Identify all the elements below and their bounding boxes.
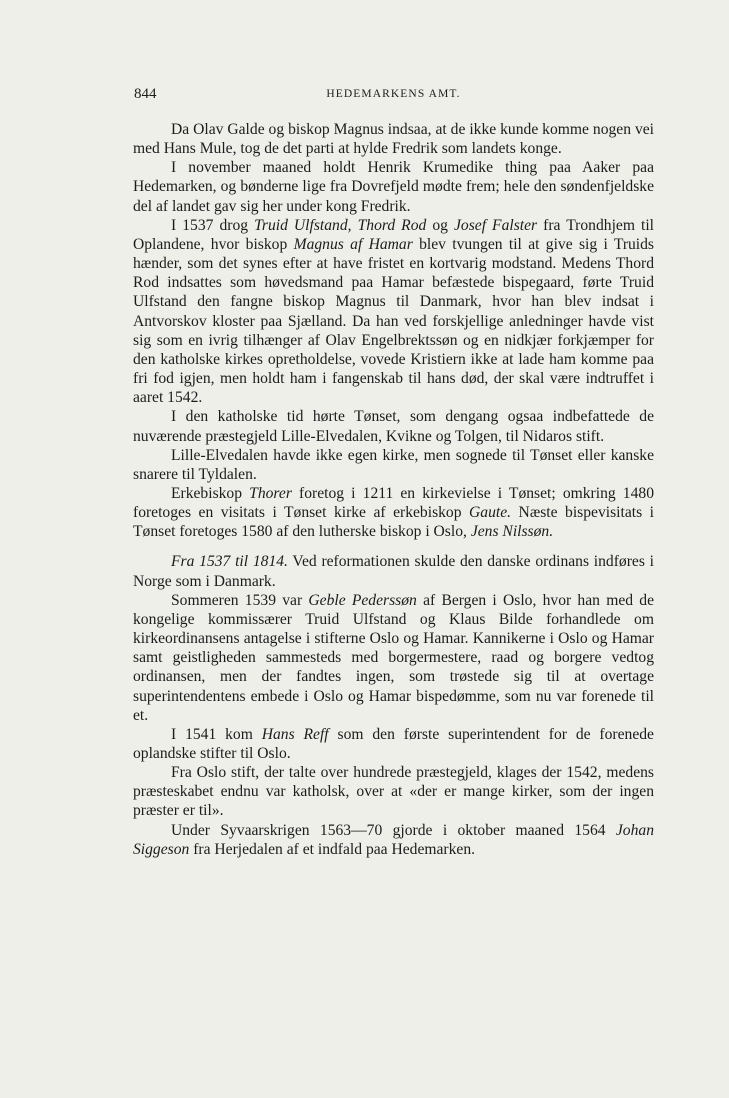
paragraph-p5	[133, 446, 654, 484]
text-run: fra Trondhjem til Oplandene, hvor biskop	[133, 216, 654, 253]
text-run: I 1541 kom	[171, 725, 262, 743]
italic-text: Josef Falster	[453, 216, 538, 234]
italic-text: Geble Pederssøn	[308, 591, 417, 609]
italic-text: Magnus af Hamar	[293, 235, 413, 253]
italic-text: Hans Reff	[261, 725, 329, 743]
page-number: 844	[134, 86, 157, 102]
text-run: I 1537 drog	[171, 216, 255, 234]
paragraph-p8	[133, 591, 654, 725]
text-run: blev tvungen til at give sig i Truids hænder, som det synes efter at have fristet en kortvarig modstand. Medens Thord Rod indsattes som høvedsmand paa Hamar befæstede bispegaard, førte Truid Ulfstand den fangne biskop Magnus til Danmark, hvor han blev indsat i Antvorskov kloster paa Sjælland. Da han ved forskjellige anledninger havde vist sig som en ivrig tilhænger af Olav Engelbrektssøn og en nidkjær forkjæmper for den katholske kirkes opretholdelse, vovede Kristiern ikke at lade ham komme paa fri fod igjen, men holdt ham i fangenskab til hans død, der skal være indtruffet i aaret 1542.	[133, 235, 655, 407]
italic-text: Johan Siggeson	[133, 821, 654, 858]
text-run: Fra Oslo stift, der talte over hundrede præstegjeld, klages der 1542, medens præsteskabet endnu var katholsk, over at «der er mange kirker, som der ingen præster er til».	[133, 764, 654, 820]
text-run: og	[426, 216, 454, 234]
text-run: fra Herjedalen af et indfald paa Hedemarken.	[189, 840, 476, 858]
paragraph-p6	[133, 484, 654, 541]
text-run: Sommeren 1539 var	[171, 591, 309, 609]
italic-text: Fra 1537 til 1814.	[171, 553, 288, 571]
paragraph-p3	[133, 216, 654, 408]
text-run: I november maaned holdt Henrik Krumedike thing paa Aaker paa Hedemarken, og bønderne lige fra Dovrefjeld mødte frem; hele den søndenfjeldske del af landet gav sig her under kong Fredrik.	[133, 159, 654, 215]
italic-text: Thorer	[249, 484, 292, 502]
page-header	[134, 86, 653, 106]
paragraph-p4	[133, 407, 654, 445]
text-run: I den katholske tid hørte Tønset, som dengang ogsaa indbefattede de nuværende præstegjeld Lille-Elvedalen, Kvikne og Tolgen, til Nidaros stift.	[133, 408, 654, 445]
paragraph-p1	[133, 120, 654, 158]
text-run: foretog i 1211 en kirkevielse i Tønset; omkring 1480 foretoges en visitats i Tønset kirke af erkebiskop	[133, 484, 654, 522]
italic-text: Jens Nilssøn.	[470, 523, 554, 541]
text-run: Erkebiskop	[171, 484, 250, 502]
text-run: Ved reformationen skulde den danske ordinans indføres i Norge som i Danmark.	[133, 553, 654, 590]
text-run: som den første superintendent for de forenede oplandske stifter til Oslo.	[133, 725, 654, 762]
text-run: Under Syvaarskrigen 1563—70 gjorde i oktober maaned 1564	[171, 821, 616, 839]
text-run: af Bergen i Oslo, hvor han med de kongelige kommissærer Truid Ulfstand og Klaus Bilde forhandlede om kirkeordinansens antagelse i stifterne Oslo og Hamar. Kannikerne i Oslo og Hamar samt geistligheden sammesteds med borgermestere, raad og borgere vedtog ordinansen, men der fandtes ingen, som trøstede sig til at overtage superintendentens embede i Oslo og Hamar bispedømme, som nu var forenede til et.	[133, 591, 654, 724]
running-title: HEDEMARKENS AMT.	[326, 88, 461, 100]
paragraph-p2	[133, 158, 654, 215]
italic-text: Thord Rod	[357, 216, 427, 234]
text-run: Da Olav Galde og biskop Magnus indsaa, at de ikke kunde komme nogen vei med Hans Mule, tog de det parti at hylde Fredrik som landets konge.	[133, 121, 654, 158]
italic-text: Truid Ulfstand,	[254, 216, 352, 234]
paragraph-p7	[133, 552, 654, 590]
paragraph-p9	[133, 725, 654, 763]
paragraph-p11	[133, 821, 654, 859]
text-run: Næste bispevisitats i Tønset foretoges 1580 af den lutherske biskop i Oslo,	[133, 504, 654, 541]
italic-text: Gaute.	[469, 504, 512, 522]
paragraph-p10	[133, 763, 654, 820]
body-text	[133, 120, 654, 859]
text-run: Lille-Elvedalen havde ikke egen kirke, men sognede til Tønset eller kanske snarere til Tyldalen.	[133, 446, 654, 483]
